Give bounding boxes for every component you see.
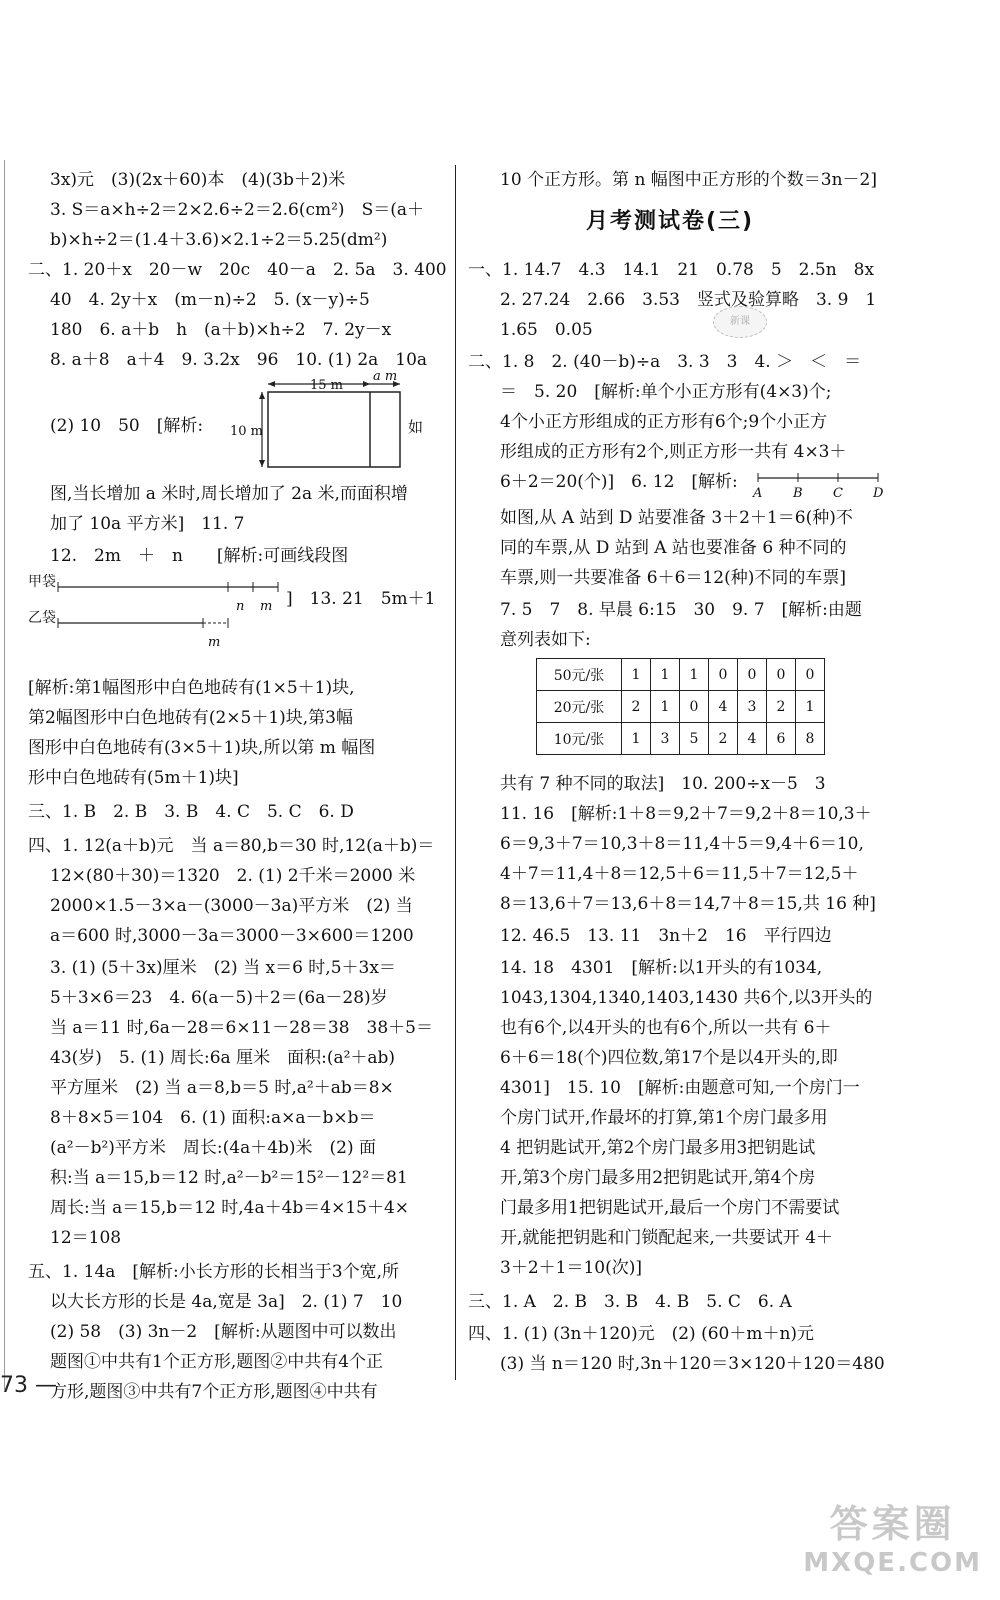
text-line: 如图,从 A 站到 D 站要准备 3＋2＋1＝6(种)不 <box>500 508 853 528</box>
station-a: A <box>753 486 763 501</box>
text-line: 5＋3×6＝23 4. 6(a－5)＋2＝(6a－28)岁 <box>50 988 388 1008</box>
text-line: 4301] 15. 10 [解析:由题意可知,一个房门一 <box>500 1078 860 1098</box>
table-cell: 3 <box>651 723 680 755</box>
text-line: 3. (1) (5＋3x)厘米 (2) 当 x＝6 时,5＋3x＝ <box>50 958 396 978</box>
text-line: 周长:当 a＝15,b＝12 时,4a＋4b＝4×15＋4× <box>50 1198 410 1218</box>
table-cell: 0 <box>738 659 767 691</box>
text-line: 图,当长增加 a 米时,周长增加了 2a 米,而面积增 <box>50 484 408 504</box>
table-cell: 20元/张 <box>537 691 622 723</box>
text-line: 开,就能把钥匙和门锁配起来,一共要试开 4＋ <box>500 1228 834 1248</box>
text-line: 形组成的正方形有2个,则正方形一共有 4×3＋ <box>500 442 847 462</box>
stamp-mark: 新课 <box>713 306 767 338</box>
section-five-header: 五、1. 14a [解析:小长方形的长相当于3个宽,所 <box>28 1262 399 1282</box>
text-line: 14. 18 4301 [解析:以1开头的有1034, <box>500 958 823 978</box>
table-cell: 8 <box>796 723 825 755</box>
text-line: 以大长方形的长是 4a,宽是 3a] 2. (1) 7 10 <box>50 1292 403 1312</box>
text-line: 2. 27.24 2.66 3.53 竖式及验算略 3. 9 1 <box>500 290 877 310</box>
text-line: 门最多用1把钥匙试开,最后一个房门不需要试 <box>500 1198 840 1218</box>
table-cell: 4 <box>709 691 738 723</box>
text-line: 图形中白色地砖有(3×5＋1)块,所以第 m 幅图 <box>28 738 376 758</box>
page-number: 73 — <box>0 1373 57 1398</box>
section-three-header: 三、1. B 2. B 3. B 4. C 5. C 6. D <box>28 802 354 822</box>
section-four-header: 四、1. (1) (3n＋120)元 (2) (60＋m＋n)元 <box>468 1324 815 1344</box>
text-line: 车票,则一共要准备 6＋6＝12(种)不同的车票] <box>500 568 846 588</box>
text-line: 1043,1304,1340,1403,1430 共6个,以3开头的 <box>500 988 873 1008</box>
text-line: 加了 10a 平方米] 11. 7 <box>50 514 245 534</box>
text-line: 6＋2＝20(个)] 6. 12 [解析: <box>500 472 738 492</box>
text-line: 第2幅图形中白色地砖有(2×5＋1)块,第3幅 <box>28 708 353 728</box>
station-c: C <box>833 486 843 501</box>
table-cell: 10元/张 <box>537 723 622 755</box>
bag-b-label: 乙袋 <box>28 610 56 626</box>
table-cell: 5 <box>680 723 709 755</box>
table-cell: 3 <box>738 691 767 723</box>
continuation-char: 如 <box>408 418 424 436</box>
text-line: 当 a＝11 时,6a－28＝6×11－28＝38 38＋5＝ <box>50 1018 433 1038</box>
station-d: D <box>873 486 884 501</box>
text-line: 11. 16 [解析:1＋8＝9,2＋7＝9,2＋8＝10,3＋ <box>500 804 872 824</box>
text-line: 8＝13,6＋7＝13,6＋8＝14,7＋8＝15,共 16 种] <box>500 894 876 914</box>
text-line: (3) 当 n＝120 时,3n＋120＝3×120＋120＝480 <box>500 1354 885 1374</box>
text-line: 平方厘米 (2) 当 a＝8,b＝5 时,a²＋ab＝8× <box>50 1078 394 1098</box>
text-line: 4个小正方形组成的正方形有6个;9个小正方 <box>500 412 828 432</box>
text-line: 也有6个,以4开头的也有6个,所以一共有 6＋ <box>500 1018 832 1038</box>
watermark-url: MXQE.COM <box>803 1548 982 1578</box>
text-line: 3＋2＋1＝10(次)] <box>500 1258 642 1278</box>
table-cell: 6 <box>767 723 796 755</box>
watermark <box>803 1493 982 1578</box>
table-cell: 2 <box>767 691 796 723</box>
money-combination-table <box>536 658 825 755</box>
text-line: [解析:第1幅图形中白色地砖有(1×5＋1)块, <box>28 678 355 698</box>
table-cell: 50元/张 <box>537 659 622 691</box>
section-two-header: 二、1. 8 2. (40－b)÷a 3. 3 3 4. ＞ ＜ ＝ <box>468 352 862 372</box>
text-line: 2000×1.5－3×a－(3000－3a)平方米 (2) 当 <box>50 896 413 916</box>
section-title: 月考测试卷(三) <box>586 209 755 234</box>
watermark-logo: 答案圈 <box>829 1502 956 1546</box>
table-cell: 2 <box>622 691 651 723</box>
n-label: n <box>236 599 245 614</box>
table-row <box>537 659 825 691</box>
text-line: 同的车票,从 D 站到 A 站也要准备 6 种不同的 <box>500 538 847 558</box>
text-line: 方形,题图③中共有7个正方形,题图④中共有 <box>50 1382 378 1402</box>
table-row <box>537 691 825 723</box>
text-line: 1.65 0.05 <box>500 320 593 340</box>
m-label-2: m <box>208 635 221 650</box>
table-cell: 1 <box>796 691 825 723</box>
height-label: 10 m <box>230 424 264 439</box>
page-edge-rule <box>4 160 5 1390</box>
text-line: 12＝108 <box>50 1228 122 1248</box>
section-four-header: 四、1. 12(a＋b)元 当 a＝80,b＝30 时,12(a＋b)＝ <box>28 836 435 856</box>
section-three-header: 三、1. A 2. B 3. B 4. B 5. C 6. A <box>468 1292 792 1312</box>
table-cell: 1 <box>622 723 651 755</box>
text-line: 意列表如下: <box>500 630 591 650</box>
segment-figure <box>28 564 443 654</box>
section-two-header: 二、1. 20＋x 20－w 20c 40－a 2. 5a 3. 400 <box>28 260 447 280</box>
text-line: (2) 58 (3) 3n－2 [解析:从题图中可以数出 <box>50 1322 397 1342</box>
table-cell: 1 <box>622 659 651 691</box>
text-line: b)×h÷2＝(1.4＋3.6)×2.1÷2＝5.25(dm²) <box>50 230 388 250</box>
text-line: 开,第3个房门最多用2把钥匙试开,第4个房 <box>500 1168 816 1188</box>
text-line: 形中白色地砖有(5m＋1)块] <box>28 768 239 788</box>
table-cell: 4 <box>738 723 767 755</box>
text-line: 43(岁) 5. (1) 周长:6a 厘米 面积:(a²＋ab) <box>50 1048 396 1068</box>
page-number-text: 73 <box>0 1373 28 1398</box>
text-line: 6＋6＝18(个)四位数,第17个是以4开头的,即 <box>500 1048 838 1068</box>
text-line: 8＋8×5＝104 6. (1) 面积:a×a－b×b＝ <box>50 1108 376 1128</box>
table-cell: 0 <box>680 691 709 723</box>
text-line: 40 4. 2y＋x (m－n)÷2 5. (x－y)÷5 <box>50 290 370 310</box>
table-cell: 1 <box>651 659 680 691</box>
text-line: 12×(80＋30)＝1320 2. (1) 2千米＝2000 米 <box>50 866 416 886</box>
text-line: 4 把钥匙试开,第2个房门最多用3把钥匙试 <box>500 1138 816 1158</box>
text-line: 180 6. a＋b h (a＋b)×h÷2 7. 2y－x <box>50 320 392 340</box>
column-divider <box>455 165 456 1380</box>
station-b: B <box>793 486 803 501</box>
text-line: 8. a＋8 a＋4 9. 3.2x 96 10. (1) 2a 10a <box>50 350 428 370</box>
table-cell: 0 <box>767 659 796 691</box>
table-cell: 2 <box>709 723 738 755</box>
text-line: 积:当 a＝15,b＝12 时,a²－b²＝15²－12²＝81 <box>50 1168 408 1188</box>
extension-label: a m <box>373 370 398 384</box>
text-line: 4＋7＝11,4＋8＝12,5＋6＝11,5＋7＝12,5＋ <box>500 864 859 884</box>
table-cell: 0 <box>709 659 738 691</box>
text-line: 3x)元 (3)(2x＋60)本 (4)(3b＋2)米 <box>50 170 346 190</box>
width-label: 15 m <box>310 378 344 393</box>
text-line: 个房门试开,作最坏的打算,第1个房门最多用 <box>500 1108 828 1128</box>
bag-a-label: 甲袋 <box>28 574 56 590</box>
text-line: (a²－b²)平方米 周长:(4a＋4b)米 (2) 面 <box>50 1138 377 1158</box>
table-cell: 1 <box>680 659 709 691</box>
text-line: 10 个正方形。第 n 幅图中正方形的个数＝3n－2] <box>500 170 878 190</box>
text-line: 共有 7 种不同的取法] 10. 200÷x－5 3 <box>500 774 826 794</box>
station-line-figure <box>750 464 890 504</box>
text-line: 3. S＝a×h÷2＝2×2.6÷2＝2.6(cm²) S＝(a＋ <box>50 200 424 220</box>
table-row <box>537 723 825 755</box>
table-cell: 1 <box>651 691 680 723</box>
text-line: 12. 46.5 13. 11 3n＋2 16 平行四边 <box>500 926 832 946</box>
m-label: m <box>260 599 273 614</box>
table-cell: 0 <box>796 659 825 691</box>
text-line: 题图①中共有1个正方形,题图②中共有4个正 <box>50 1352 384 1372</box>
text-line: a＝600 时,3000－3a＝3000－3×600＝1200 <box>50 926 414 946</box>
text-line: 7. 5 7 8. 早晨 6:15 30 9. 7 [解析:由题 <box>500 600 862 620</box>
text-line: 12. 2m ＋ n [解析:可画线段图 <box>50 546 349 566</box>
text-line: 6＝9,3＋7＝10,3＋8＝11,4＋5＝9,4＋6＝10, <box>500 834 864 854</box>
section-one-header: 一、1. 14.7 4.3 14.1 21 0.78 5 2.5n 8x <box>468 260 875 280</box>
text-line: (2) 10 50 [解析: <box>50 416 204 436</box>
answer-13: ] 13. 21 5m＋1 <box>286 589 436 609</box>
rectangle-figure <box>228 370 428 480</box>
text-line: ＝ 5. 20 [解析:单个小正方形有(4×3)个; <box>500 382 832 402</box>
